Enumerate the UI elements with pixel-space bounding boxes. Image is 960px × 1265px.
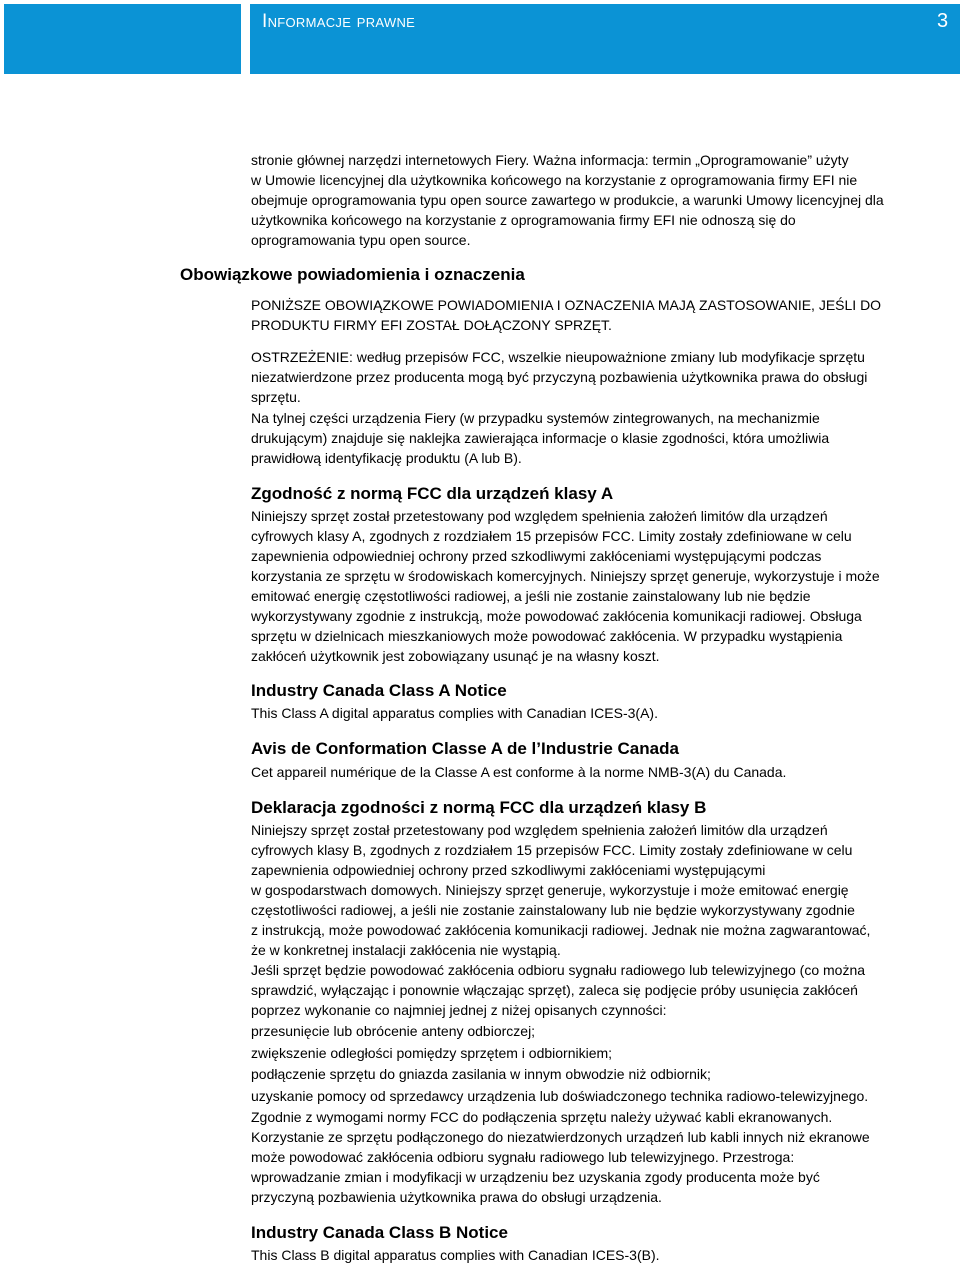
intro-line: obejmuje oprogramowania typu open source zawartego w produkcie, a warunki Umowy licencyjnej dla	[251, 192, 884, 208]
warning-paragraph	[251, 347, 867, 407]
cables-line: wprowadzanie zmian i modyfikacji w urządzeniu bez uzyskania zgody producenta może być	[251, 1169, 820, 1185]
interference-paragraph	[251, 960, 865, 1020]
measure-item: uzyskanie pomocy od sprzedawcy urządzenia lub doświadczonego technika radiowo-telewizyjnego.	[251, 1088, 869, 1104]
ic-a-text: This Class A digital apparatus complies with Canadian ICES-3(A).	[251, 705, 658, 721]
fcc-a-line: Niniejszy sprzęt został przetestowany pod względem spełnienia założeń limitów dla urządzeń	[251, 508, 828, 524]
avis-a-heading: Avis de Conformation Classe A de l’Industrie Canada	[251, 739, 679, 758]
fcc-b-line: że w konkretnej instalacji zakłócenia nie wystąpią.	[251, 942, 561, 958]
label-line: prawidłową identyfikację produktu (A lub B).	[251, 450, 522, 466]
page-number: 3	[937, 10, 949, 32]
fcc-b-paragraph	[251, 820, 870, 960]
label-line: Na tylnej części urządzenia Fiery (w przypadku systemów zintegrowanych, na mechanizmie	[251, 410, 820, 426]
warning-line: OSTRZEŻENIE: według przepisów FCC, wszelkie nieupoważnione zmiany lub modyfikacje sprzętu	[251, 349, 865, 365]
intro-line: użytkownika końcowego na korzystanie z oprogramowania firmy EFI nie odnoszą się do	[251, 212, 796, 228]
fcc-b-line: zapewnienia odpowiedniej ochrony przed szkodliwymi zakłóceniami występującymi	[251, 862, 766, 878]
interference-line: poprzez wykonanie co najmniej jednej z niżej opisanych czynności:	[251, 1002, 667, 1018]
measure-item: przesunięcie lub obrócenie anteny odbiorczej;	[251, 1023, 536, 1039]
interference-line: Jeśli sprzęt będzie powodować zakłócenia odbioru sygnału radiowego lub telewizyjnego (co można	[251, 962, 866, 978]
cables-line: przyczyną pozbawienia użytkownika prawa do obsługi urządzenia.	[251, 1189, 662, 1205]
notice-paragraph	[251, 295, 881, 335]
interference-line: sprawdzić, wyłączając i ponownie włączając sprzęt), zaleca się podjęcie próby usunięcia zakłóceń	[251, 982, 858, 998]
fcc-b-heading: Deklaracja zgodności z normą FCC dla urządzeń klasy B	[251, 798, 707, 817]
intro-line: w Umowie licencyjnej dla użytkownika końcowego na korzystanie z oprogramowania firmy EFI nie	[251, 172, 858, 188]
fcc-a-line: cyfrowych klasy A, zgodnych z rozdziałem 15 przepisów FCC. Limity zostały zdefiniowane w celu	[251, 528, 852, 544]
avis-a-text: Cet appareil numérique de la Classe A est conforme à la norme NMB-3(A) du Canada.	[251, 764, 787, 780]
intro-paragraph	[251, 150, 884, 250]
header-left-band	[4, 4, 241, 74]
header-title: Informacje prawne	[262, 11, 416, 32]
fcc-b-line: Niniejszy sprzęt został przetestowany pod względem spełnienia założeń limitów dla urządzeń	[251, 822, 828, 838]
fcc-a-line: zakłóceń użytkownik jest zobowiązany usunąć je na własny koszt.	[251, 648, 660, 664]
intro-line: oprogramowania typu open source.	[251, 232, 471, 248]
fcc-a-paragraph	[251, 506, 880, 666]
ic-b-text: This Class B digital apparatus complies with Canadian ICES-3(B).	[251, 1247, 660, 1263]
cables-line: Zgodnie z wymogami normy FCC do podłączenia sprzętu należy używać kabli ekranowanych.	[251, 1109, 833, 1125]
label-line: drukującym) znajduje się naklejka zawierająca informacje o klasie zgodności, która umożliwia	[251, 430, 830, 446]
fcc-a-line: wykorzystywany zgodnie z instrukcją, może powodować zakłócenia komunikacji radiowej. Obsługa	[251, 608, 862, 624]
notice-line: PONIŻSZE OBOWIĄZKOWE POWIADOMIENIA I OZNACZENIA MAJĄ ZASTOSOWANIE, JEŚLI DO	[251, 297, 882, 313]
cables-paragraph	[251, 1107, 870, 1207]
warning-line: sprzętu.	[251, 389, 301, 405]
fcc-a-line: sprzętu w dzielnicach mieszkaniowych może powodować zakłócenia. W przypadku wystąpienia	[251, 628, 843, 644]
fcc-b-line: z instrukcją, może powodować zakłócenia komunikacji radiowej. Jednak nie można zagwarantować,	[251, 922, 871, 938]
notice-line: PRODUKTU FIRMY EFI ZOSTAŁ DOŁĄCZONY SPRZĘT.	[251, 317, 612, 333]
fcc-a-heading: Zgodność z normą FCC dla urządzeń klasy A	[251, 484, 614, 503]
ic-a-heading: Industry Canada Class A Notice	[251, 681, 507, 700]
label-paragraph	[251, 408, 829, 468]
cables-line: może powodować zakłócenia odbioru sygnału radiowego lub telewizyjnego. Przestroga:	[251, 1149, 795, 1165]
fcc-a-line: emitować energię częstotliwości radiowej, a jeśli nie zostanie zainstalowany lub nie będzie	[251, 588, 811, 604]
section-heading: Obowiązkowe powiadomienia i oznaczenia	[180, 265, 525, 284]
fcc-b-line: cyfrowych klasy B, zgodnych z rozdziałem 15 przepisów FCC. Limity zostały zdefiniowane w celu	[251, 842, 853, 858]
fcc-b-line: w gospodarstwach domowych. Niniejszy sprzęt generuje, wykorzystuje i może emitować energię	[251, 882, 849, 898]
measure-item: podłączenie sprzętu do gniazda zasilania w innym obwodzie niż odbiornik;	[251, 1066, 711, 1082]
fcc-a-line: korzystania ze sprzętu w środowiskach komercyjnych. Niniejszy sprzęt generuje, wykorzystuje i może	[251, 568, 880, 584]
intro-line: stronie głównej narzędzi internetowych Fiery. Ważna informacja: termin „Oprogramowanie” użyty	[251, 152, 849, 168]
cables-line: Korzystanie ze sprzętu podłączonego do niezatwierdzonych urządzeń lub kabli innych niż ekranowe	[251, 1129, 870, 1145]
warning-line: niezatwierdzone przez producenta mogą być przyczyną pozbawienia użytkownika prawa do obsługi	[251, 369, 868, 385]
ic-b-heading: Industry Canada Class B Notice	[251, 1223, 508, 1242]
fcc-b-line: częstotliwości radiowej, a jeśli nie zostanie zainstalowany lub nie będzie wykorzystywany zgodnie	[251, 902, 855, 918]
fcc-a-line: zapewnienia odpowiedniej ochrony przed szkodliwymi zakłóceniami występującymi podczas	[251, 548, 822, 564]
measure-item: zwiększenie odległości pomiędzy sprzętem i odbiornikiem;	[251, 1045, 613, 1061]
